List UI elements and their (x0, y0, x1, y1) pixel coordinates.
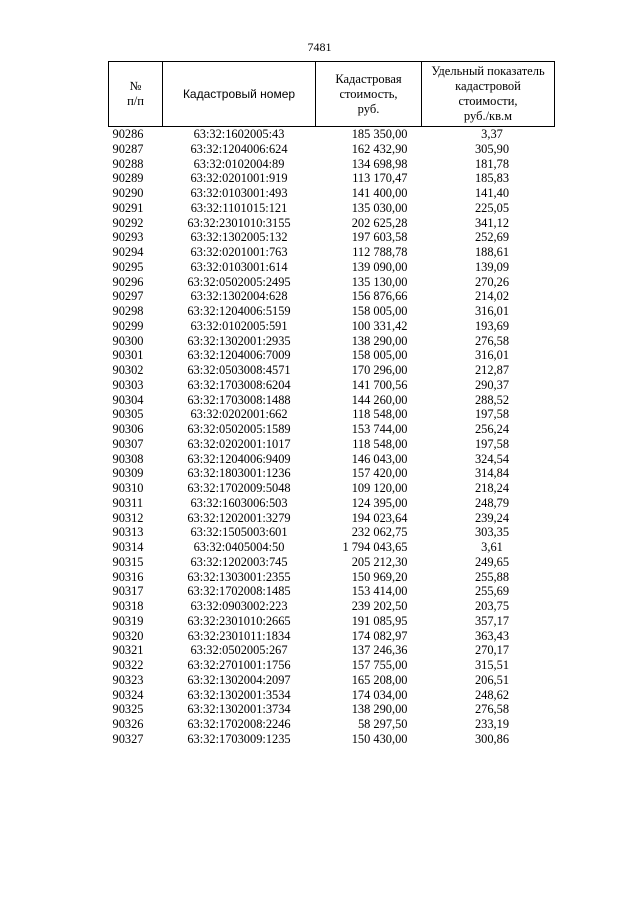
cadastral-number-cell: 63:32:1602005:43 (193, 127, 285, 141)
row-number: 90301 (112, 348, 144, 363)
table-row (109, 525, 555, 540)
table-row (109, 629, 555, 644)
cadastral-number-cell: 63:32:0201001:763 (190, 245, 288, 259)
cadastral-value-cell: 112 788,78 (352, 245, 408, 259)
cadastral-number-cell: 63:32:0103001:614 (190, 259, 288, 274)
cadastral-number-cell: 63:32:1505003:601 (190, 525, 288, 540)
cadastral-number-cell: 63:32:1302001:3734 (187, 702, 291, 717)
specific-indicator-cell: 141,40 (474, 186, 510, 200)
header-cadastral-value: Кадастровая стоимость, руб. (316, 62, 422, 127)
cadastral-number-cell: 63:32:1204006:7009 (187, 348, 291, 363)
specific-indicator-cell: 218,24 (474, 481, 510, 495)
cadastral-number-cell: 63:32:1702009:5048 (187, 481, 291, 495)
specific-indicator-cell: 197,58 (474, 407, 510, 422)
cadastral-value-cell: 135 130,00 (351, 274, 408, 289)
cadastral-value-cell: 156 876,66 (351, 289, 408, 304)
table-row (109, 643, 555, 658)
cadastral-number-cell: 63:32:1303001:2355 (187, 569, 291, 584)
cadastral-value-cell: 157 755,00 (351, 658, 408, 672)
specific-indicator-cell: 188,61 (474, 245, 510, 259)
specific-indicator-cell: 239,24 (474, 510, 510, 525)
cadastral-number-cell: 63:32:2301010:2665 (187, 613, 291, 628)
table-row (109, 378, 555, 393)
specific-indicator-cell: 185,83 (474, 171, 510, 186)
cadastral-value-cell: 191 085,95 (351, 613, 408, 628)
row-number: 90321 (112, 643, 144, 658)
header-cadastral-number: Кадастровый номер (163, 62, 316, 127)
cadastral-number-cell: 63:32:1703008:6204 (187, 377, 291, 392)
specific-indicator-cell: 248,79 (474, 495, 510, 510)
specific-indicator-cell: 249,65 (474, 554, 510, 569)
specific-indicator-cell: 3,37 (481, 127, 503, 141)
table-row (109, 289, 555, 304)
table-row (109, 348, 555, 363)
table-row (109, 319, 555, 334)
specific-indicator-cell: 206,51 (474, 672, 510, 687)
cadastral-number-cell: 63:32:0102005:591 (190, 318, 288, 333)
specific-indicator-cell: 276,58 (474, 333, 510, 348)
cadastral-value-cell: 58 297,50 (357, 717, 408, 731)
specific-indicator-cell: 255,88 (474, 569, 510, 584)
cadastral-value-cell: 141 400,00 (351, 186, 408, 200)
table-row (109, 481, 555, 496)
cadastral-value-cell: 138 290,00 (351, 702, 408, 717)
specific-indicator-cell: 300,86 (474, 731, 510, 746)
cadastral-number-cell: 63:32:0405004:50 (193, 540, 285, 554)
cadastral-value-cell: 150 430,00 (351, 731, 408, 746)
cadastral-number-cell: 63:32:2301011:1834 (187, 628, 291, 643)
specific-indicator-cell: 139,09 (474, 259, 510, 274)
specific-indicator-cell: 341,12 (474, 215, 510, 230)
cadastral-number-cell: 63:32:1302004:628 (190, 289, 288, 304)
row-number: 90316 (112, 569, 144, 584)
specific-indicator-cell: 363,43 (474, 628, 510, 643)
cadastral-number-cell: 63:32:1204006:5159 (187, 304, 291, 318)
cadastral-value-cell: 194 023,64 (351, 510, 408, 525)
row-number: 90296 (112, 274, 144, 289)
table-row (109, 275, 555, 290)
table-row (109, 186, 555, 201)
cadastral-value-cell: 141 700,56 (351, 377, 408, 392)
cadastral-value-cell: 205 212,30 (351, 554, 408, 569)
specific-indicator-cell: 290,37 (474, 377, 510, 392)
table-row (109, 452, 555, 467)
cadastral-number-cell: 63:32:1202003:745 (190, 554, 288, 569)
row-number: 90309 (112, 466, 144, 481)
row-number: 90306 (112, 422, 144, 436)
cadastral-value-cell: 135 030,00 (351, 200, 408, 215)
row-number: 90324 (112, 687, 144, 702)
row-number: 90325 (112, 702, 144, 717)
row-number: 90327 (112, 731, 144, 746)
cadastral-value-cell: 146 043,00 (351, 451, 408, 466)
cadastral-value-cell: 109 120,00 (351, 481, 408, 495)
cadastral-value-table (108, 61, 555, 747)
table-row (109, 614, 555, 629)
table-row (109, 407, 555, 422)
table-row (109, 599, 555, 614)
row-number: 90286 (112, 127, 144, 141)
cadastral-value-cell: 124 395,00 (351, 495, 408, 510)
table-row (109, 304, 555, 319)
cadastral-value-cell: 153 744,00 (351, 422, 408, 436)
cadastral-value-cell: 165 208,00 (351, 672, 408, 687)
cadastral-number-cell: 63:32:1702008:1485 (187, 584, 291, 599)
table-row (109, 437, 555, 452)
table-row (109, 393, 555, 408)
cadastral-number-cell: 63:32:1302005:132 (190, 230, 288, 245)
specific-indicator-cell: 303,35 (474, 525, 510, 540)
specific-indicator-cell: 203,75 (474, 599, 510, 613)
cadastral-value-cell: 150 969,20 (351, 569, 408, 584)
row-number: 90294 (112, 245, 144, 259)
specific-indicator-cell: 233,19 (474, 717, 510, 731)
specific-indicator-cell: 181,78 (474, 156, 510, 171)
cadastral-number-cell: 63:32:0502005:267 (190, 643, 288, 658)
cadastral-number-cell: 63:32:1703008:1488 (187, 392, 291, 407)
cadastral-value-cell: 158 005,00 (351, 304, 408, 318)
specific-indicator-cell: 316,01 (474, 348, 510, 363)
cadastral-value-cell: 185 350,00 (351, 127, 408, 141)
row-number: 90298 (112, 304, 144, 318)
cadastral-value-cell: 139 090,00 (351, 259, 408, 274)
cadastral-value-cell: 232 062,75 (351, 525, 408, 540)
row-number: 90307 (112, 436, 144, 451)
cadastral-value-cell: 118 548,00 (352, 436, 408, 451)
cadastral-value-cell: 134 698,98 (351, 156, 408, 171)
cadastral-value-cell: 118 548,00 (352, 407, 408, 422)
cadastral-value-cell: 239 202,50 (351, 599, 408, 613)
specific-indicator-cell: 248,62 (474, 687, 510, 702)
specific-indicator-cell: 276,58 (474, 702, 510, 717)
table-row (109, 732, 555, 747)
specific-indicator-cell: 252,69 (474, 230, 510, 245)
table-row (109, 334, 555, 349)
specific-indicator-cell: 288,52 (474, 392, 510, 407)
cadastral-number-cell: 63:32:1302001:3534 (187, 687, 291, 702)
cadastral-number-cell: 63:32:1702008:2246 (187, 717, 291, 731)
cadastral-number-cell: 63:32:0102004:89 (193, 156, 285, 171)
row-number: 90291 (112, 200, 144, 215)
row-number: 90304 (112, 392, 144, 407)
cadastral-number-cell: 63:32:0103001:493 (190, 186, 288, 200)
row-number: 90320 (112, 628, 144, 643)
cadastral-number-cell: 63:32:1101015:121 (190, 200, 288, 215)
row-number: 90322 (112, 658, 144, 672)
cadastral-number-cell: 63:32:1204006:9409 (187, 451, 291, 466)
table-row (109, 157, 555, 172)
table-header (109, 62, 555, 127)
row-number: 90305 (112, 407, 144, 422)
row-number: 90300 (112, 333, 144, 348)
table-row (109, 511, 555, 526)
row-number: 90292 (112, 215, 144, 230)
specific-indicator-cell: 315,51 (474, 658, 510, 672)
specific-indicator-cell: 270,26 (474, 274, 510, 289)
row-number: 90314 (112, 540, 144, 554)
cadastral-number-cell: 63:32:0201001:919 (190, 171, 288, 186)
cadastral-value-cell: 157 420,00 (351, 466, 408, 481)
specific-indicator-cell: 256,24 (474, 422, 510, 436)
row-number: 90293 (112, 230, 144, 245)
row-number: 90295 (112, 259, 144, 274)
table-row (109, 230, 555, 245)
cadastral-number-cell: 63:32:2701001:1756 (187, 658, 291, 672)
table-row (109, 702, 555, 717)
row-number: 90302 (112, 363, 144, 377)
row-number: 90299 (112, 318, 144, 333)
cadastral-number-cell: 63:32:1302001:2935 (187, 333, 291, 348)
specific-indicator-cell: 225,05 (474, 200, 510, 215)
specific-indicator-cell: 314,84 (474, 466, 510, 481)
specific-indicator-cell: 357,17 (474, 613, 510, 628)
cadastral-number-cell: 63:32:0202001:1017 (187, 436, 291, 451)
table-row (109, 466, 555, 481)
specific-indicator-cell: 305,90 (474, 141, 510, 156)
row-number: 90312 (112, 510, 144, 525)
row-number: 90290 (112, 186, 144, 200)
cadastral-number-cell: 63:32:0502005:1589 (187, 422, 291, 436)
cadastral-number-cell: 63:32:0502005:2495 (187, 274, 291, 289)
cadastral-value-cell: 1 794 043,65 (342, 540, 408, 554)
cadastral-value-cell: 113 170,47 (352, 171, 408, 186)
row-number: 90303 (112, 377, 144, 392)
row-number: 90326 (112, 717, 144, 731)
cadastral-number-cell: 63:32:0202001:662 (190, 407, 288, 422)
cadastral-number-cell: 63:32:2301010:3155 (187, 215, 291, 230)
table-row (109, 216, 555, 231)
header-specific-indicator: Удельный показатель кадастровой стоимости, руб./кв.м (422, 62, 555, 127)
row-number: 90297 (112, 289, 144, 304)
cadastral-number-cell: 63:32:0503008:4571 (187, 363, 291, 377)
page-number: 7481 (307, 40, 332, 54)
cadastral-value-cell: 197 603,58 (351, 230, 408, 245)
cadastral-value-cell: 138 290,00 (351, 333, 408, 348)
cadastral-value-cell: 202 625,28 (351, 215, 408, 230)
table-body (109, 127, 555, 747)
row-number: 90318 (112, 599, 144, 613)
row-number: 90308 (112, 451, 144, 466)
cadastral-number-cell: 63:32:1603006:503 (190, 495, 288, 510)
row-number: 90315 (112, 554, 144, 569)
specific-indicator-cell: 212,87 (474, 363, 510, 377)
table-row (109, 540, 555, 555)
table-row (109, 142, 555, 157)
row-number: 90313 (112, 525, 144, 540)
table-row (109, 201, 555, 216)
row-number: 90311 (112, 495, 144, 510)
table-row (109, 584, 555, 599)
table-row (109, 171, 555, 186)
table-row (109, 717, 555, 732)
cadastral-number-cell: 63:32:1202001:3279 (187, 510, 291, 525)
cadastral-value-cell: 162 432,90 (351, 141, 408, 156)
cadastral-value-cell: 144 260,00 (351, 392, 408, 407)
table-row (109, 363, 555, 378)
header-row (109, 62, 555, 127)
table-row (109, 127, 555, 142)
specific-indicator-cell: 193,69 (474, 318, 510, 333)
cadastral-number-cell: 63:32:1703009:1235 (187, 731, 291, 746)
specific-indicator-cell: 197,58 (474, 436, 510, 451)
cadastral-number-cell: 63:32:1803001:1236 (187, 466, 291, 481)
table-row (109, 555, 555, 570)
cadastral-value-cell: 137 246,36 (351, 643, 408, 658)
row-number: 90288 (112, 156, 144, 171)
table-row (109, 688, 555, 703)
table-row (109, 570, 555, 585)
specific-indicator-cell: 255,69 (474, 584, 510, 599)
cadastral-value-cell: 153 414,00 (351, 584, 408, 599)
table-row (109, 673, 555, 688)
specific-indicator-cell: 214,02 (474, 289, 510, 304)
table-row (109, 245, 555, 260)
cadastral-number-cell: 63:32:0903002:223 (190, 599, 288, 613)
table-row (109, 496, 555, 511)
specific-indicator-cell: 3,61 (481, 540, 503, 554)
cadastral-number-cell: 63:32:1204006:624 (190, 141, 288, 156)
row-number: 90317 (112, 584, 144, 599)
specific-indicator-cell: 316,01 (474, 304, 510, 318)
row-number: 90287 (112, 141, 144, 156)
header-num: № п/п (109, 62, 163, 127)
row-number: 90289 (112, 171, 144, 186)
table-row (109, 422, 555, 437)
cadastral-value-cell: 174 082,97 (351, 628, 408, 643)
cadastral-number-cell: 63:32:1302004:2097 (187, 672, 291, 687)
cadastral-value-cell: 158 005,00 (351, 348, 408, 363)
row-number: 90323 (112, 672, 144, 687)
cadastral-value-cell: 100 331,42 (351, 318, 408, 333)
table-row (109, 658, 555, 673)
specific-indicator-cell: 324,54 (474, 451, 510, 466)
cadastral-value-cell: 174 034,00 (351, 687, 408, 702)
table-row (109, 260, 555, 275)
row-number: 90310 (112, 481, 144, 495)
specific-indicator-cell: 270,17 (474, 643, 510, 658)
row-number: 90319 (112, 613, 144, 628)
cadastral-value-cell: 170 296,00 (351, 363, 408, 377)
